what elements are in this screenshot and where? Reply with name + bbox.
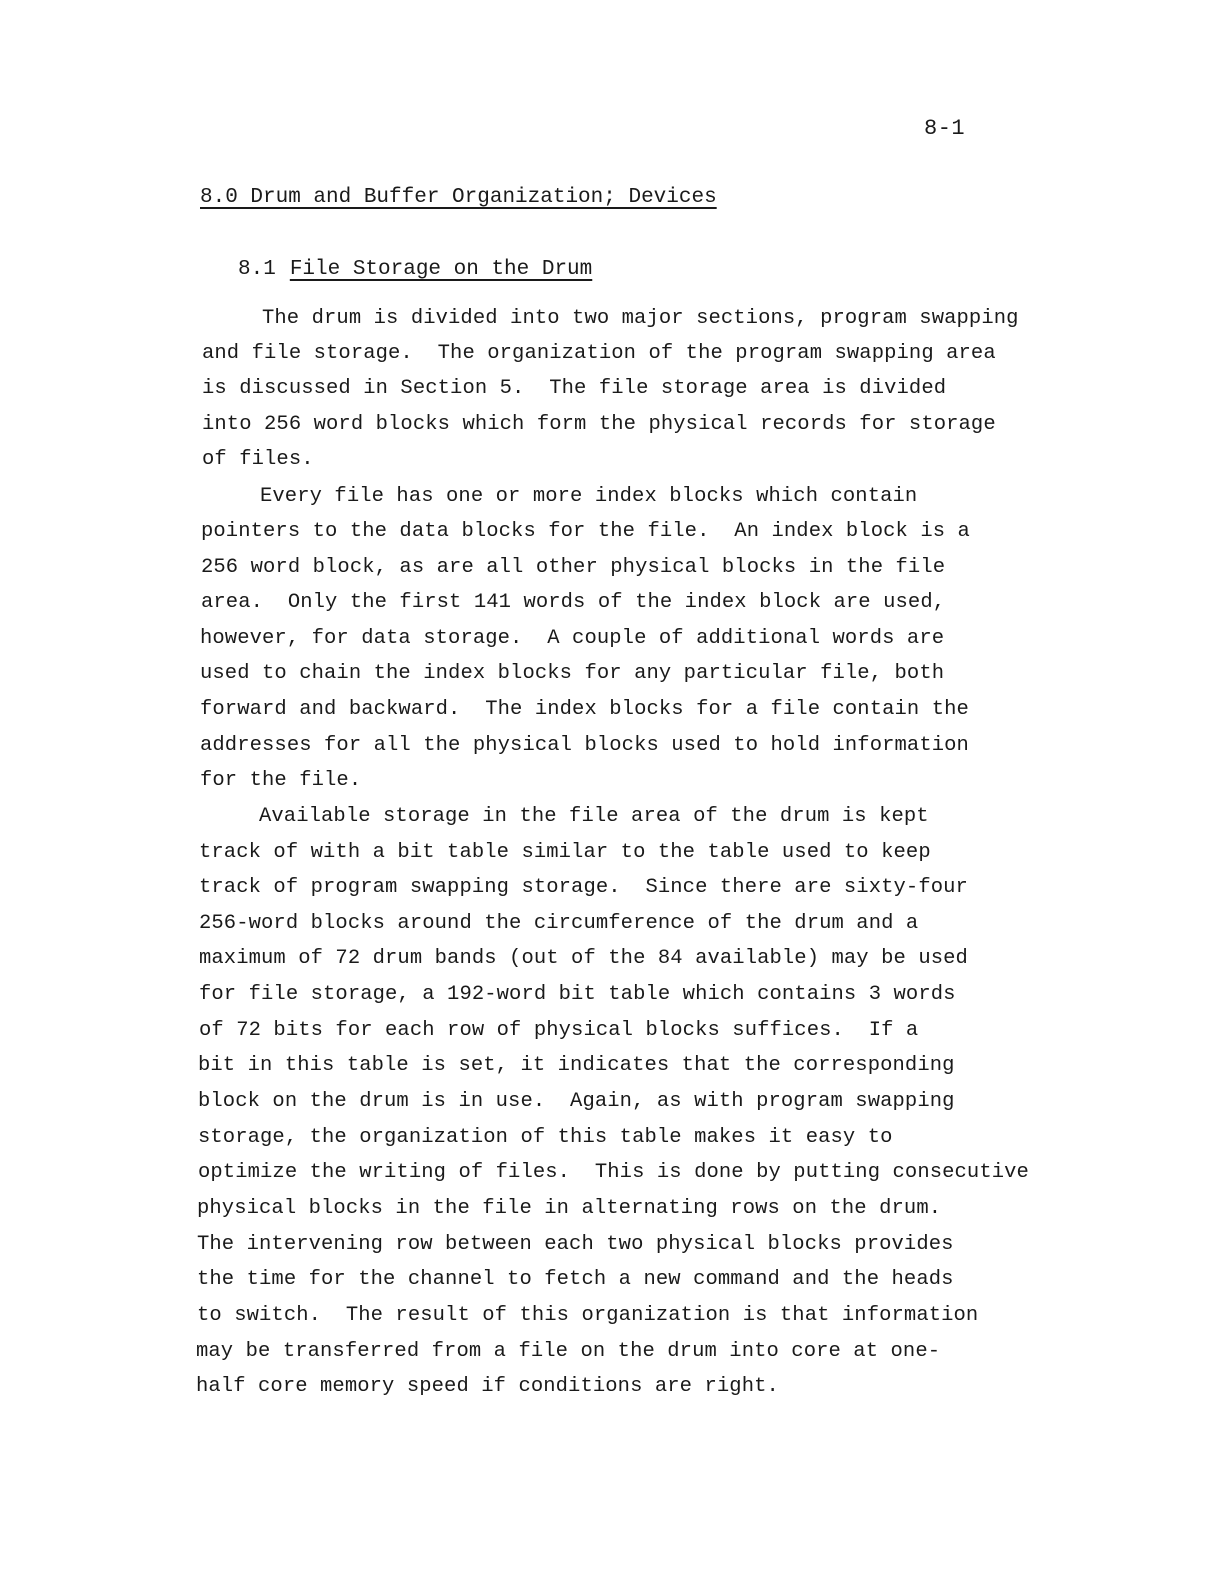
text-line: of files. bbox=[202, 448, 314, 471]
text-line: bit in this table is set, it indicates that the corresponding bbox=[198, 1054, 955, 1077]
subsection-heading bbox=[238, 258, 592, 281]
text-line: may be transferred from a file on the drum into core at one- bbox=[196, 1340, 941, 1363]
text-line: is discussed in Section 5. The file storage area is divided bbox=[202, 377, 947, 400]
text-line: half core memory speed if conditions are right. bbox=[196, 1375, 779, 1398]
text-line: storage, the organization of this table makes it easy to bbox=[198, 1126, 893, 1149]
text-line: the time for the channel to fetch a new command and the heads bbox=[197, 1268, 954, 1291]
text-line: 256-word blocks around the circumference of the drum and a bbox=[199, 912, 919, 935]
text-line: track of with a bit table similar to the table used to keep bbox=[199, 841, 931, 864]
text-line: addresses for all the physical blocks used to hold information bbox=[200, 734, 969, 757]
text-line: track of program swapping storage. Since there are sixty-four bbox=[199, 876, 968, 899]
text-line: of 72 bits for each row of physical blocks suffices. If a bbox=[199, 1019, 919, 1042]
text-line: to switch. The result of this organization is that information bbox=[197, 1304, 979, 1327]
text-line: physical blocks in the file in alternating rows on the drum. bbox=[197, 1197, 942, 1220]
text-line: for the file. bbox=[200, 769, 362, 792]
text-line: block on the drum is in use. Again, as with program swapping bbox=[198, 1090, 955, 1113]
text-line: optimize the writing of files. This is done by putting consecutive bbox=[198, 1161, 1029, 1184]
subsection-title: File Storage on the Drum bbox=[289, 258, 593, 281]
subsection-number: 8.1 bbox=[238, 258, 276, 281]
text-line: into 256 word blocks which form the physical records for storage bbox=[202, 413, 996, 436]
section-heading-text: 8.0 Drum and Buffer Organization; Devices bbox=[200, 186, 717, 209]
text-line: The drum is divided into two major sections, program swapping bbox=[262, 307, 1019, 330]
text-line: Every file has one or more index blocks which contain bbox=[260, 485, 918, 508]
section-heading bbox=[200, 186, 717, 209]
text-line: used to chain the index blocks for any particular file, both bbox=[200, 662, 945, 685]
text-line: maximum of 72 drum bands (out of the 84 available) may be used bbox=[199, 947, 968, 970]
text-line: The intervening row between each two physical blocks provides bbox=[197, 1233, 954, 1256]
text-line: pointers to the data blocks for the file. An index block is a bbox=[201, 520, 970, 543]
text-line: Available storage in the file area of the drum is kept bbox=[259, 805, 929, 828]
page-number: 8-1 bbox=[924, 116, 966, 141]
text-line: however, for data storage. A couple of additional words are bbox=[200, 627, 945, 650]
text-line: area. Only the first 141 words of the index block are used, bbox=[201, 591, 946, 614]
text-line: and file storage. The organization of the program swapping area bbox=[202, 342, 996, 365]
text-line: forward and backward. The index blocks for a file contain the bbox=[200, 698, 969, 721]
text-line: 256 word block, as are all other physical blocks in the file bbox=[201, 556, 946, 579]
text-line: for file storage, a 192-word bit table which contains 3 words bbox=[199, 983, 956, 1006]
